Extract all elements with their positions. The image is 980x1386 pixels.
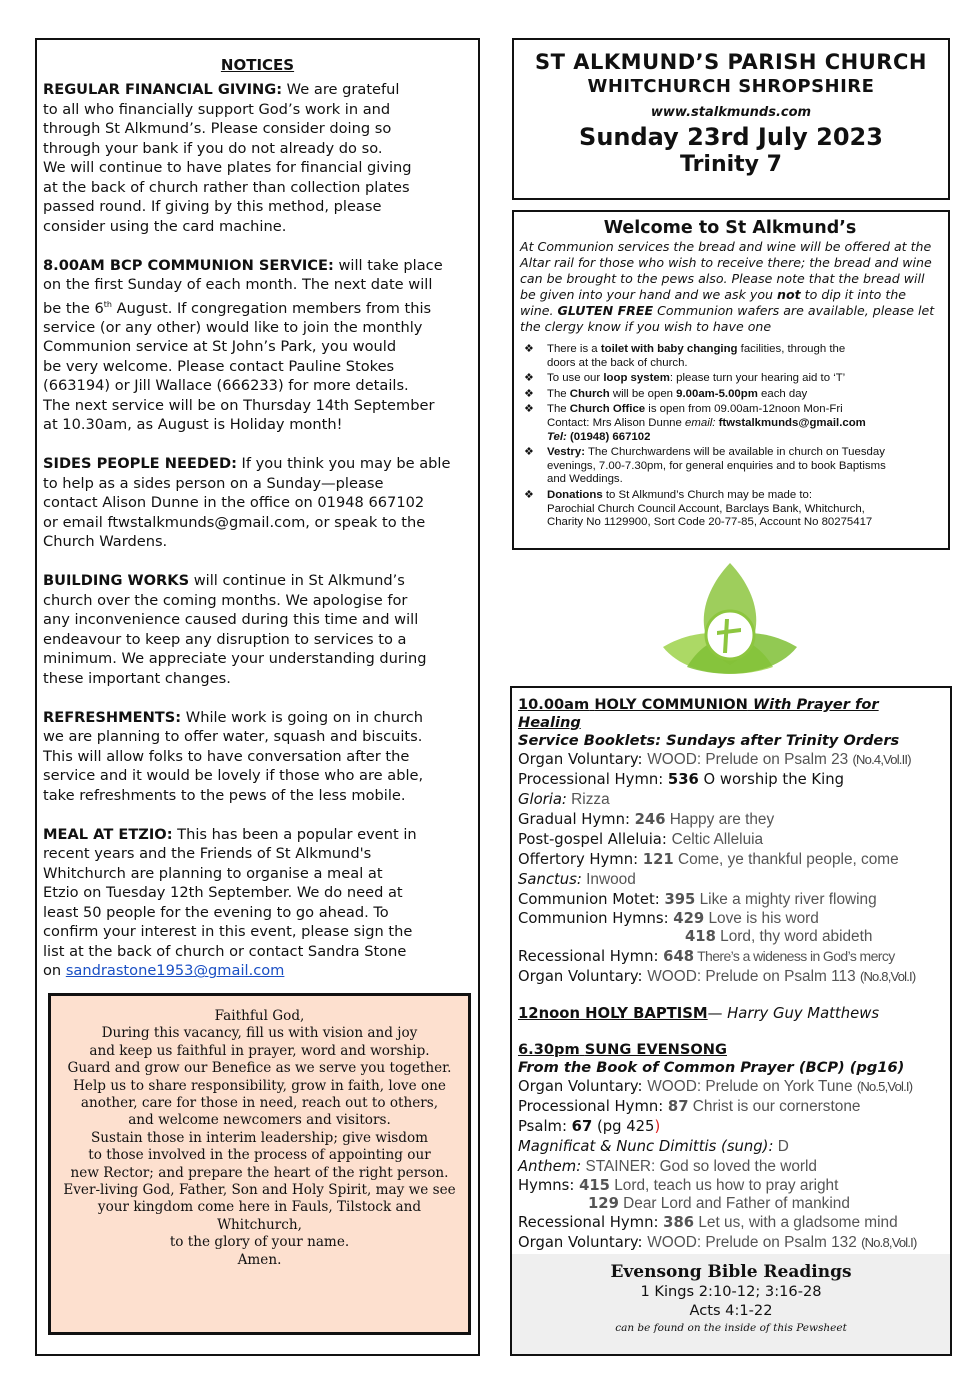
readings-note: can be found on the inside of this Pewsheet <box>615 1322 847 1334</box>
notice-heading: 8.00AM BCP COMMUNION SERVICE: <box>43 256 334 274</box>
bullet-icon: ❖ <box>524 343 534 355</box>
list-item: Communion Motet: 395 Like a mighty river flowing <box>518 891 877 908</box>
bullet-icon: ❖ <box>524 488 534 501</box>
welcome-intro: At Communion services the bread and wine will be offered at the Altar rail for those who wish to receive there; the bread and wine can be brought to the pews also. Please note that the bread will be given into your hand and we ask you not to dip it into the wine. GLUTEN FREE Communion wafers are available, please let the clergy know if you wish to have one <box>520 239 935 334</box>
list-item: ❖ There is a toilet with baby changing facilities, through the doors at the back of church. <box>524 343 846 369</box>
evensong-readings <box>512 1254 950 1354</box>
notice-heading: BUILDING WORKS <box>43 572 190 590</box>
notice-heading: REFRESHMENTS: <box>43 708 182 726</box>
bullet-icon: ❖ <box>524 387 534 400</box>
list-item: Communion Hymns: 429 Love is his word <box>518 910 819 927</box>
list-item: Offertory Hymn: 121 Come, ye thankful people, come <box>518 851 899 868</box>
communion-heading: 10.00am HOLY COMMUNION With Prayer for Healing <box>518 696 879 731</box>
list-item: Psalm: 67 (pg 425) <box>518 1118 661 1135</box>
notice-sides-people: SIDES PEOPLE NEEDED: If you think you may be able to help as a sides person on a Sunday—please contact Alison Dunne in the office on 01948 667102 or email ftwstalkmunds@gmail.com, or speak to the Church Wardens. <box>43 455 451 551</box>
list-item: Organ Voluntary: WOOD: Prelude on York Tune (No.5,Vol.I) <box>518 1078 913 1095</box>
bullet-icon: ❖ <box>524 403 534 416</box>
welcome-panel <box>512 210 950 550</box>
sandra-email-link[interactable]: sandrastone1953@gmail.com <box>65 962 285 980</box>
list-item: Organ Voluntary: WOOD: Prelude on Psalm 132 (No.8,Vol.I) <box>518 1234 917 1251</box>
services-panel <box>510 686 952 1356</box>
notices-panel <box>35 38 480 1356</box>
list-item: ❖ To use our loop system: please turn your hearing aid to ‘T’ <box>524 372 846 385</box>
evensong-book: From the Book of Common Prayer (BCP) (pg16) <box>518 1059 905 1076</box>
notice-heading: MEAL AT ETZIO: <box>43 825 173 843</box>
welcome-title: Welcome to St Alkmund’s <box>603 218 857 238</box>
list-item: 418 Lord, thy word abideth <box>685 928 873 945</box>
list-item: Recessional Hymn: 386 Let us, with a gladsome mind <box>518 1214 898 1231</box>
service-date: Sunday 23rd July 2023 <box>579 123 883 151</box>
notices-title: NOTICES <box>220 56 295 74</box>
pewsheet-header <box>512 38 950 200</box>
notice-financial-giving: REGULAR FINANCIAL GIVING: We are grateful to all who financially support God’s work in and through St Alkmund’s. Please consider doing so through your bank if you do not already do so. We will continue to have plates for financial giving at the back of church rather than collection plates passed round. If giving by this method, please consider using the card machine. <box>43 81 412 235</box>
list-item: Post-gospel Alleluia: Celtic Alleluia <box>518 831 764 848</box>
readings-title: Evensong Bible Readings <box>610 1262 852 1282</box>
list-item: Gloria: Rizza <box>518 791 610 808</box>
list-item: Organ Voluntary: WOOD: Prelude on Psalm 113 (No.8,Vol.I) <box>518 968 916 985</box>
baptism-heading: 12noon HOLY BAPTISM— Harry Guy Matthews <box>518 1005 880 1022</box>
list-item: Recessional Hymn: 648 There’s a wideness in God’s mercy <box>518 948 895 965</box>
list-item: Magnificat & Nunc Dimittis (sung): D <box>518 1138 789 1155</box>
list-item: Processional Hymn: 87 Christ is our cornerstone <box>518 1098 861 1115</box>
list-item: Sanctus: Inwood <box>518 871 636 888</box>
list-item: ❖ Vestry: The Churchwardens will be available in church on Tuesday evenings, 7.00-7.30pm, for general enquiries and to book Baptisms and Weddings. <box>524 446 886 486</box>
list-item: ❖ The Church Office is open from 09.00am-12noon Mon-Fri Contact: Mrs Alison Dunne email: ftwstalkmunds@gmail.com Tel: (01948) 667102 <box>524 403 866 443</box>
church-name: ST ALKMUND’S PARISH CHURCH <box>535 50 927 74</box>
list-item: Gradual Hymn: 246 Happy are they <box>518 811 775 828</box>
list-item: Anthem: STAINER: God so loved the world <box>518 1158 817 1175</box>
trinity-knot-cross-icon <box>655 555 805 683</box>
notice-refreshments: REFRESHMENTS: While work is going on in church we are planning to offer water, squash and biscuits. This will allow folks to have conversation after the service and it would be lovely if those who are able, take refreshments to the pews of the less mobile. <box>43 708 424 804</box>
list-item: Hymns: 415 Lord, teach us how to pray aright <box>518 1177 839 1194</box>
notice-meal-at-etzio: MEAL AT ETZIO: This has been a popular event in recent years and the Friends of St Alkmund's Whitchurch are planning to organise a meal at Etzio on Tuesday 12th September. We do need at least 50 people for the evening to go ahead. To confirm your interest in this event, please sign the list at the back of church or contact Sandra Stone on sandrastone1953@gmail.com <box>43 825 417 980</box>
list-item: ❖ The Church will be open 9.00am-5.00pm each day <box>524 387 808 400</box>
vacancy-prayer: Faithful God, During this vacancy, fill us with vision and joy and keep us faithful in prayer, word and worship. Guard and grow our Benefice as we serve you together. Help us to share responsibility, grow in faith, love one another, care for those in need, reach out to others, and welcome newcomers and visitors. Sustain those in interim leadership; give wisdom to those involved in the process of appointing our new Rector; and prepare the heart of the right person. Ever-living God, Father, Son and Holy Spirit, may we see your kingdom come here in Fauls, Tilstock and Whitchurch, to the glory of your name. Amen. <box>48 993 471 1335</box>
evensong-heading: 6.30pm SUNG EVENSONG <box>518 1041 727 1058</box>
reading-1: 1 Kings 2:10-12; 3:16-28 <box>640 1283 822 1300</box>
notice-heading: REGULAR FINANCIAL GIVING: <box>43 81 283 98</box>
list-item: Processional Hymn: 536 O worship the King <box>518 771 844 788</box>
notice-building-works: BUILDING WORKS will continue in St Alkmund’s church over the coming months. We apologise for any inconvenience caused during this time and will endeavour to keep any disruption to services to a minimum. We appreciate your understanding during these important changes. <box>43 572 427 687</box>
communion-booklets: Service Booklets: Sundays after Trinity Orders <box>518 732 900 749</box>
notice-bcp-communion: 8.00AM BCP COMMUNION SERVICE: will take place on the first Sunday of each month. The next date will be the 6th August. If congregation members from this service (or any other) would like to join the monthly Communion service at St John’s Park, you would be very welcome. Please contact Pauline Stokes (663194) or Jill Wallace (666233) for more details. The next service will be on Thursday 14th September at 10.30am, as August is Holiday month! <box>43 256 443 434</box>
church-website[interactable]: www.stalkmunds.com <box>650 105 812 120</box>
notice-heading: SIDES PEOPLE NEEDED: <box>43 455 237 473</box>
bullet-icon: ❖ <box>524 446 534 459</box>
bullet-icon: ❖ <box>524 372 534 385</box>
list-item: 129 Dear Lord and Father of mankind <box>588 1195 850 1212</box>
liturgical-week: Trinity 7 <box>679 152 782 177</box>
list-item: ❖ Donations to St Alkmund’s Church may be made to: Parochial Church Council Account, Barclays Bank, Whitchurch, Charity No 1129900, Sort Code 20-77-85, Account No 80275417 <box>524 488 873 529</box>
welcome-info-list <box>520 343 940 530</box>
reading-2: Acts 4:1-22 <box>689 1302 773 1319</box>
church-town: WHITCHURCH SHROPSHIRE <box>587 76 875 97</box>
list-item: Organ Voluntary: WOOD: Prelude on Psalm 23 (No.4,Vol.II) <box>518 751 911 768</box>
